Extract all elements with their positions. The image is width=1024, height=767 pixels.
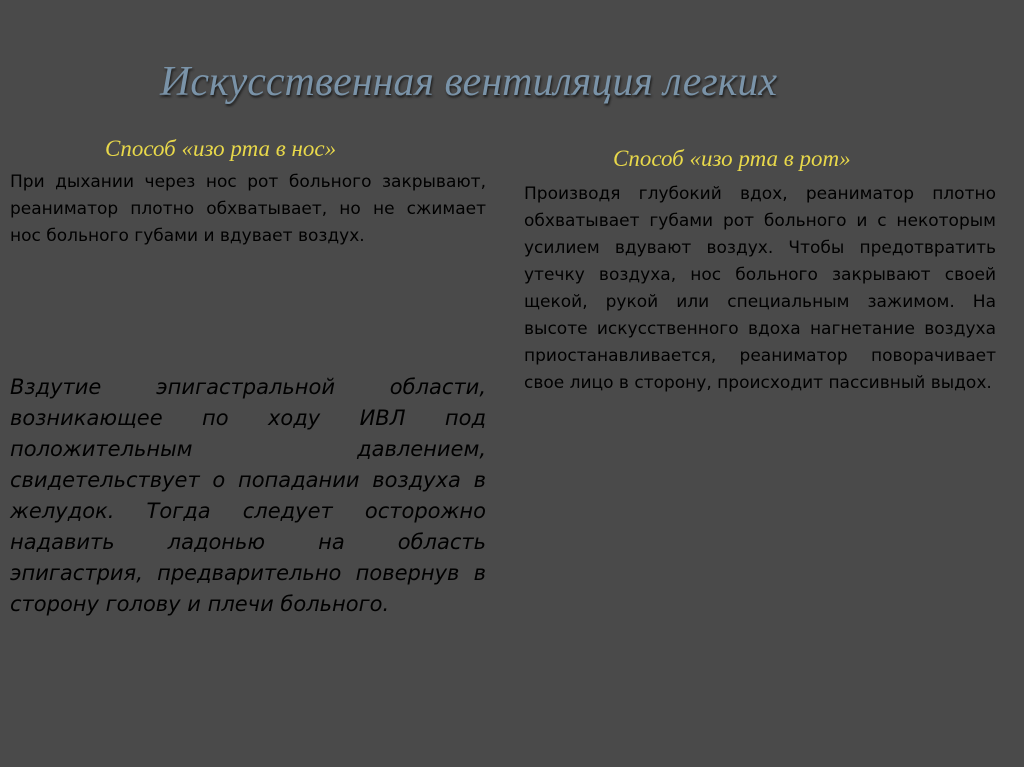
right-column-paragraph: Производя глубокий вдох, реаниматор плотно обхватывает губами рот больного и с некоторым усилием вдувают воздух. Чтобы предотвратить утечку воздуха, нос больного закрывают своей щекой, рукой или специальным зажимом. На высоте искусственного вдоха нагнетание воздуха приостанавливается, реаниматор поворачивает свое лицо в сторону, происходит пассивный выдох. [524,184,996,393]
left-column-paragraph: При дыхании через нос рот больного закрывают, реаниматор плотно обхватывает, но не сжимает нос больного губами и вдувает воздух. [10,172,486,246]
left-column-note: Вздутие эпигастральной области, возникающее по ходу ИВЛ под положительным давлением, свидетельствует о попадании воздуха в желудок. Тогда следует осторожно надавить ладонью на область эпигастрия, предварительно повернув в сторону голову и плечи больного. [10,375,486,616]
right-column-heading: Способ «изо рта в рот» [613,146,851,171]
left-column-heading: Способ «изо рта в нос» [105,136,337,161]
slide-title: Искусственная вентиляция легких [160,59,778,105]
